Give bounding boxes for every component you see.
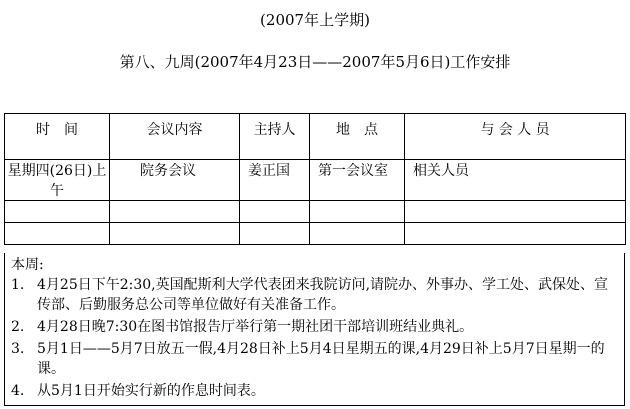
page-title: 第八、九周(2007年4月23日——2007年5月6日)工作安排 — [119, 53, 511, 71]
note-text: 4月28日晚7:30在图书馆报告厅举行第一期社团干部培训班结业典礼。 — [37, 319, 474, 335]
note-text: 5月1日——5月7日放五一假,4月28日补上5月4日星期五的课,4月29日补上5月7日星期一的课。 — [37, 341, 605, 377]
cell-host — [240, 201, 310, 223]
note-text: 从5月1日开始实行新的作息时间表。 — [37, 383, 265, 399]
cell-host: 姜正国 — [240, 160, 310, 201]
notes-heading: 本周: — [11, 257, 44, 273]
note-text: 4月25日下午2:30,英国配斯利大学代表团来我院访问,请院办、外事办、学工处、武保处、宣传部、后勤服务总公司等单位做好有关准备工作。 — [37, 277, 609, 313]
cell-place: 第一会议室 — [310, 160, 405, 201]
cell-attendees — [405, 223, 626, 245]
note-number: 2. — [11, 319, 25, 335]
note-number: 3. — [11, 341, 25, 357]
cell-host — [240, 223, 310, 245]
header-content: 会议内容 — [110, 114, 240, 160]
cell-place — [310, 201, 405, 223]
header-host: 主持人 — [240, 114, 310, 160]
cell-content: 院务会议 — [110, 160, 240, 201]
schedule-table — [4, 113, 626, 245]
cell-time: 星期四(26日)上午 — [5, 160, 110, 201]
note-number: 4. — [11, 383, 25, 399]
cell-place — [310, 223, 405, 245]
header-place: 地 点 — [310, 114, 405, 160]
table-row — [5, 223, 626, 245]
table-row — [5, 201, 626, 223]
header-time: 时 间 — [5, 114, 110, 160]
header-attendees: 与 会 人 员 — [405, 114, 626, 160]
table-header-row — [5, 114, 626, 160]
cell-time — [5, 223, 110, 245]
cell-content — [110, 201, 240, 223]
cell-time — [5, 201, 110, 223]
notes-box — [4, 253, 625, 406]
note-number: 1. — [11, 277, 25, 293]
cell-attendees: 相关人员 — [405, 160, 626, 201]
cell-content — [110, 223, 240, 245]
table-row — [5, 160, 626, 201]
cell-attendees — [405, 201, 626, 223]
semester-label: (2007年上学期) — [260, 11, 370, 29]
